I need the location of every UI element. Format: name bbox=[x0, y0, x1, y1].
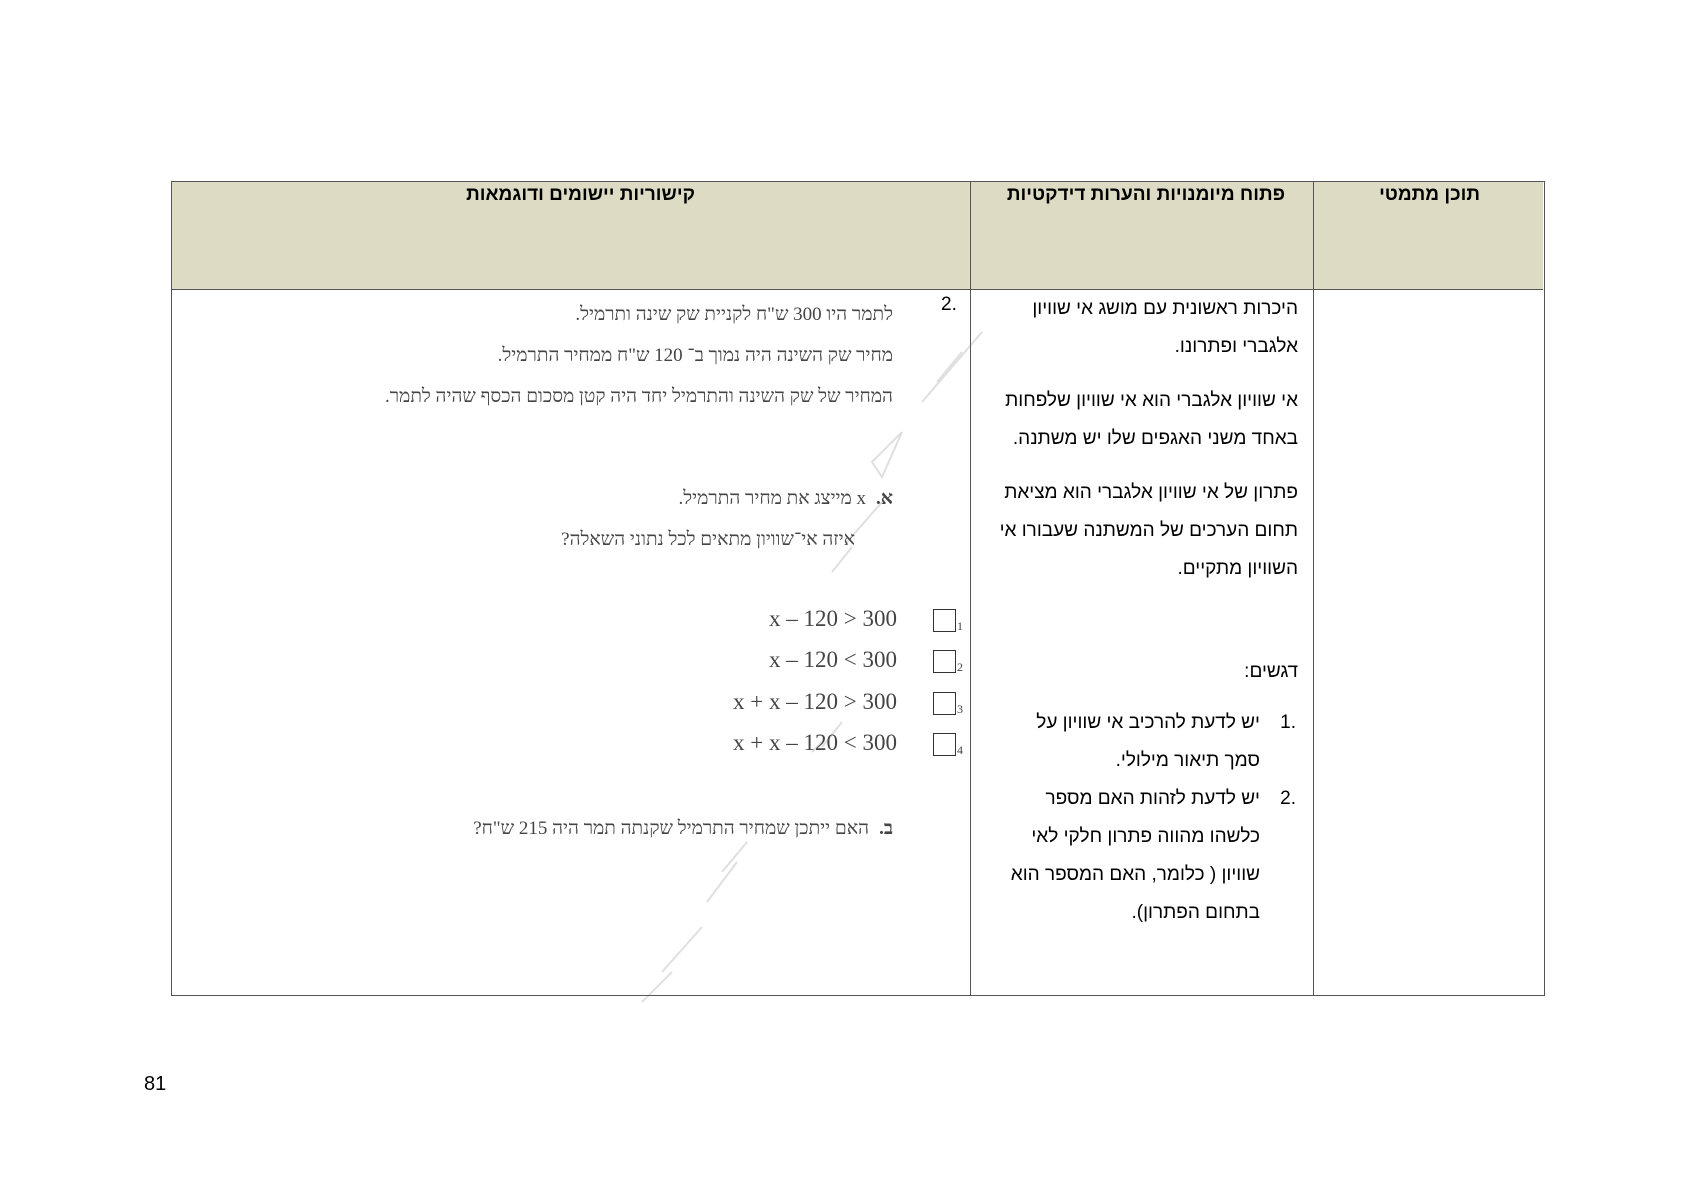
part-a-label: א. bbox=[876, 488, 893, 509]
intro-line: מחיר שק השינה היה נמוך ב־ 120 ש"ח ממחיר התרמיל. bbox=[497, 345, 893, 366]
header-skills: פתוח מיומנויות והערות דידקטיות bbox=[1006, 184, 1285, 205]
note-item bbox=[1006, 780, 1296, 932]
note-number: 1. bbox=[1280, 712, 1296, 733]
part-a-question: איזה אי־שוויון מתאים לכל נתוני השאלה? bbox=[561, 529, 855, 550]
column-divider bbox=[1313, 182, 1314, 995]
pedagogy-paragraph: היכרות ראשונית עם מושג אי שוויון אלגברי ופתרונו. bbox=[1032, 298, 1298, 357]
option-number: 4 bbox=[957, 743, 963, 757]
pedagogy-paragraph: פתרון של אי שוויון אלגברי הוא מציאת תחום הערכים של המשתנה שעבורו אי השוויון מתקיים. bbox=[999, 482, 1298, 579]
example-number: 2. bbox=[941, 294, 957, 315]
curriculum-table bbox=[171, 181, 1545, 996]
note-item bbox=[1006, 704, 1296, 780]
pedagogy-text bbox=[980, 290, 1298, 604]
option-number: 2 bbox=[957, 660, 963, 674]
intro-line: לתמר היו 300 ש"ח לקניית שק שינה ותרמיל. bbox=[575, 304, 893, 325]
notes-list bbox=[1006, 704, 1296, 932]
header-applications: קישוריות יישומים ודוגמאות bbox=[466, 184, 695, 205]
part-b-text: האם ייתכן שמחיר התרמיל שקנתה תמר היה 215 ש"ח? bbox=[473, 818, 870, 839]
watermark-icon bbox=[492, 312, 992, 1132]
note-number: 2. bbox=[1280, 788, 1296, 809]
option-expression: x + x – 120 < 300 bbox=[733, 730, 897, 755]
note-text: יש לדעת להרכיב אי שוויון על סמך תיאור מילולי. bbox=[1036, 712, 1260, 771]
option-expression: x + x – 120 > 300 bbox=[733, 689, 897, 714]
option-expression: x – 120 < 300 bbox=[769, 647, 897, 672]
table-header-row bbox=[172, 182, 1543, 290]
option-expression: x – 120 > 300 bbox=[769, 606, 897, 631]
option-number: 1 bbox=[957, 619, 963, 633]
note-text: יש לדעת לזהות האם מספר כלשהו מהווה פתרון חלקי לאי שוויון ( כלומר, האם המספר הוא בתחום הפתרון). bbox=[1010, 788, 1260, 923]
option-number: 3 bbox=[957, 702, 963, 716]
intro-line: המחיר של שק השינה והתרמיל יחד היה קטן מסכום הכסף שהיה לתמר. bbox=[384, 386, 893, 407]
header-content: תוכן מתמטי bbox=[1379, 184, 1480, 205]
page-number: 81 bbox=[144, 1073, 167, 1095]
notes-title: דגשים: bbox=[1244, 661, 1298, 682]
pedagogy-paragraph: אי שוויון אלגברי הוא אי שוויון שלפחות באחד משני האגפים שלו יש משתנה. bbox=[1005, 390, 1298, 449]
part-b-label: ב. bbox=[879, 818, 893, 839]
part-a-text: x מייצג את מחיר התרמיל. bbox=[678, 488, 867, 509]
